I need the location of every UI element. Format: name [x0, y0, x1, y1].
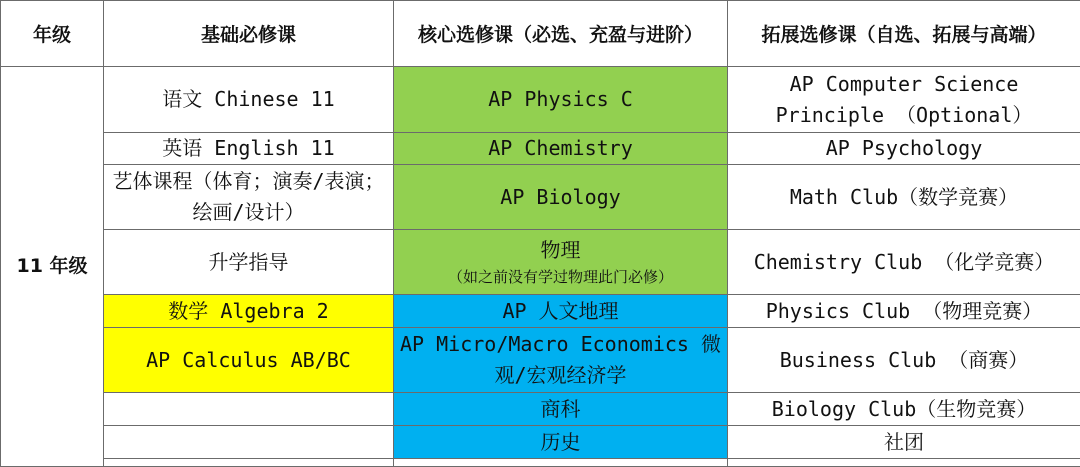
core-course-cell	[394, 230, 728, 295]
core-course-cell: AP Biology	[394, 165, 728, 230]
basic-course-cell: 数学 Algebra 2	[104, 295, 394, 328]
basic-course-cell: 升学指导	[104, 230, 394, 295]
basic-course-cell: AP Calculus AB/BC	[104, 328, 394, 393]
empty-cell	[728, 459, 1080, 467]
table-row	[1, 426, 1080, 459]
table-row	[1, 133, 1080, 165]
core-course-note: （如之前没有学过物理此门必修）	[398, 265, 723, 289]
extended-course-cell: AP Computer Science Principle （Optional）	[728, 67, 1080, 133]
extended-course-cell: Biology Club（生物竞赛）	[728, 393, 1080, 426]
basic-course-cell	[104, 393, 394, 426]
extended-course-cell: Physics Club （物理竞赛）	[728, 295, 1080, 328]
table-row	[1, 393, 1080, 426]
basic-course-cell: 英语 English 11	[104, 133, 394, 165]
header-row	[1, 1, 1080, 67]
extended-course-cell: 社团	[728, 426, 1080, 459]
header-grade: 年级	[1, 1, 104, 67]
core-course-title: 物理	[398, 235, 723, 265]
core-course-cell: AP 人文地理	[394, 295, 728, 328]
basic-course-cell: 艺体课程（体育；演奏/表演；绘画/设计）	[104, 165, 394, 230]
extended-course-cell: AP Psychology	[728, 133, 1080, 165]
basic-course-cell	[104, 426, 394, 459]
basic-course-cell: 语文 Chinese 11	[104, 67, 394, 133]
header-core-elective: 核心选修课（必选、充盈与进阶）	[394, 1, 728, 67]
empty-cell	[104, 459, 394, 467]
core-course-cell: AP Physics C	[394, 67, 728, 133]
core-course-cell: AP Chemistry	[394, 133, 728, 165]
core-course-cell: 商科	[394, 393, 728, 426]
table-row	[1, 230, 1080, 295]
grade-cell: 11 年级	[1, 67, 104, 467]
extended-course-cell: Business Club （商赛）	[728, 328, 1080, 393]
empty-cell	[394, 459, 728, 467]
header-basic-required: 基础必修课	[104, 1, 394, 67]
table-row	[1, 295, 1080, 328]
table-row	[1, 165, 1080, 230]
table-row	[1, 67, 1080, 133]
extended-course-cell: Chemistry Club （化学竞赛）	[728, 230, 1080, 295]
table-row	[1, 328, 1080, 393]
header-extended-elective: 拓展选修课（自选、拓展与高端）	[728, 1, 1080, 67]
core-course-cell: 历史	[394, 426, 728, 459]
extended-course-cell: Math Club（数学竞赛）	[728, 165, 1080, 230]
table-row-partial	[1, 459, 1080, 467]
core-course-cell: AP Micro/Macro Economics 微观/宏观经济学	[394, 328, 728, 393]
